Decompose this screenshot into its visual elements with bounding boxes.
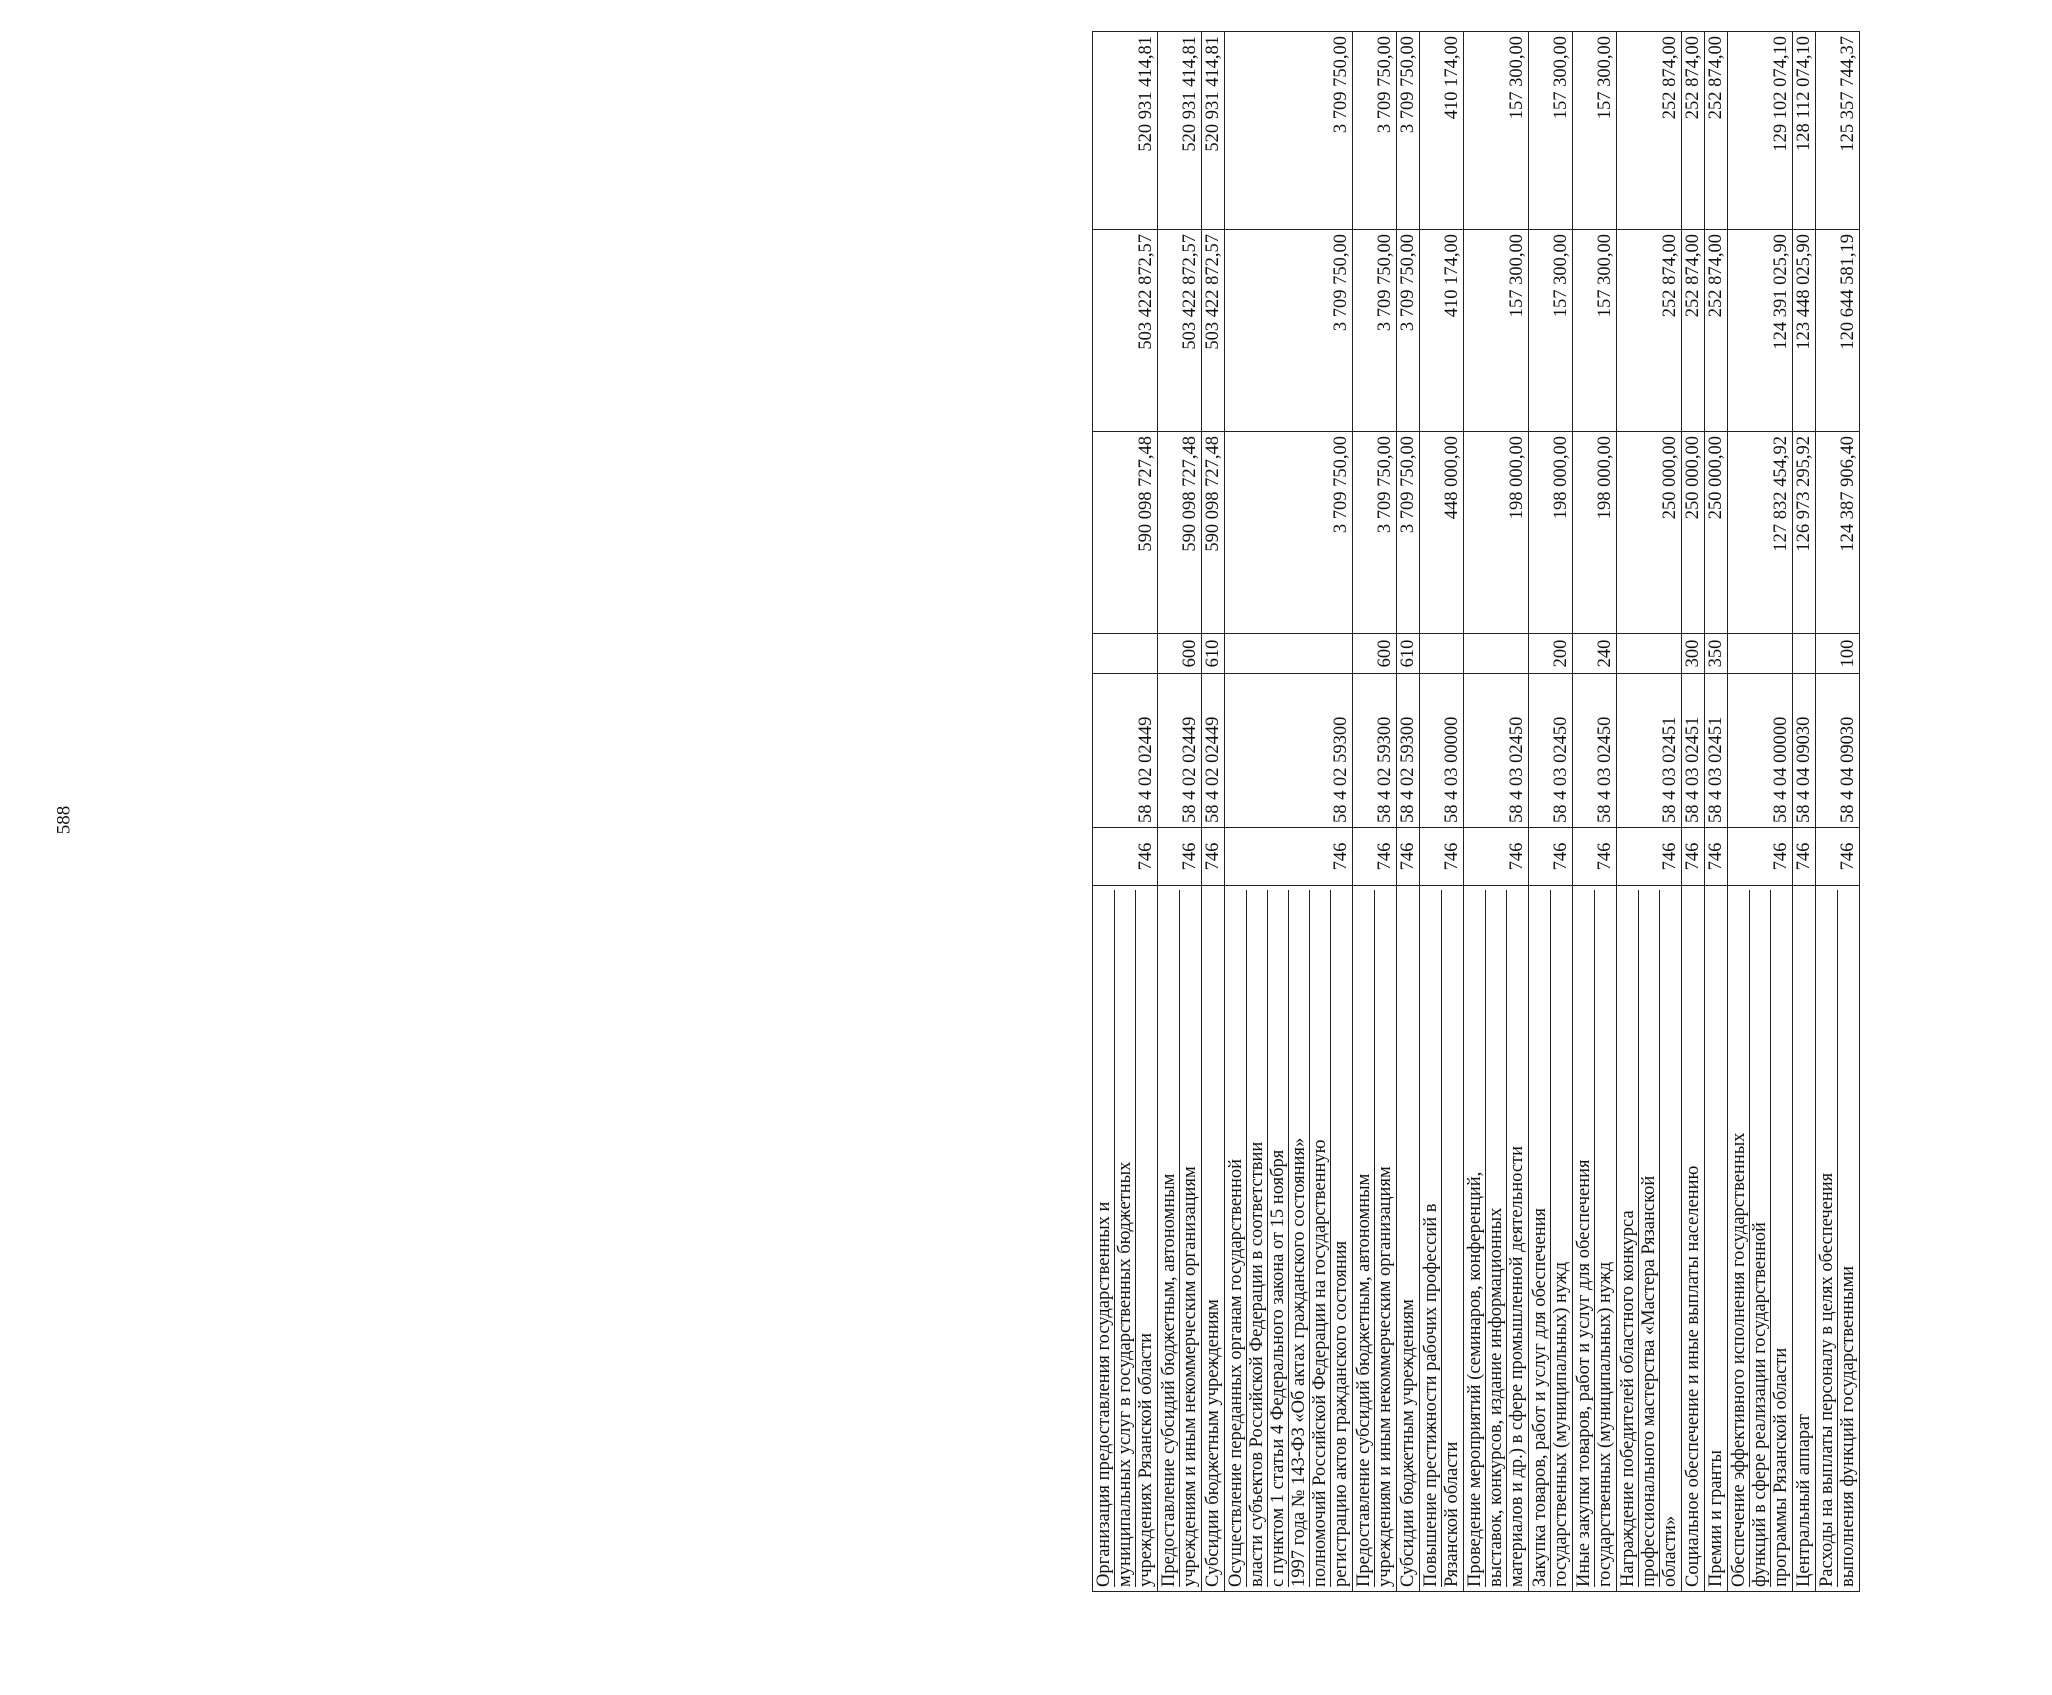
table-row — [1420, 32, 1464, 1592]
expense-type-cell: 600 — [1158, 634, 1202, 674]
table-row — [1728, 32, 1793, 1592]
amount-year-3-cell: 410 174,00 — [1420, 32, 1464, 230]
table-body — [1093, 32, 1860, 1592]
table-row — [1158, 32, 1202, 1592]
target-article-cell: 58 4 03 02451 — [1682, 674, 1705, 828]
amount-year-3-cell: 157 300,00 — [1529, 32, 1573, 230]
page-number: 588 — [53, 805, 75, 835]
row-name-cell — [1682, 886, 1705, 1592]
amount-year-2-cell: 252 874,00 — [1617, 230, 1682, 432]
grbs-code-cell: 746 — [1573, 828, 1617, 886]
rotated-table-container — [1092, 32, 2052, 1592]
target-article-cell: 58 4 02 02449 — [1158, 674, 1202, 828]
grbs-code-cell: 746 — [1093, 828, 1158, 886]
amount-year-2-cell: 3 709 750,00 — [1353, 230, 1397, 432]
target-article-cell: 58 4 03 02450 — [1573, 674, 1617, 828]
amount-year-1-cell: 3 709 750,00 — [1397, 432, 1420, 634]
row-name-line: Центральный аппарат — [1794, 1414, 1814, 1587]
expense-type-cell — [1093, 634, 1158, 674]
expense-type-cell: 200 — [1529, 634, 1573, 674]
expense-type-cell — [1464, 634, 1529, 674]
amount-year-1-cell: 250 000,00 — [1705, 432, 1728, 634]
target-article-cell: 58 4 04 09030 — [1816, 674, 1860, 828]
expense-type-cell — [1617, 634, 1682, 674]
expense-type-cell — [1225, 634, 1353, 674]
amount-year-1-cell: 126 973 295,92 — [1793, 432, 1816, 634]
amount-year-2-cell: 503 422 872,57 — [1202, 230, 1225, 432]
target-article-cell: 58 4 02 02449 — [1202, 674, 1225, 828]
target-article-cell: 58 4 02 59300 — [1397, 674, 1420, 828]
amount-year-3-cell: 252 874,00 — [1682, 32, 1705, 230]
grbs-code-cell: 746 — [1225, 828, 1353, 886]
table-row — [1202, 32, 1225, 1592]
row-name-line: государственных (муниципальных) нужд — [1595, 1261, 1615, 1587]
amount-year-3-cell: 520 931 414,81 — [1202, 32, 1225, 230]
row-name-line: Закупка товаров, работ и услуг для обеспечения — [1530, 890, 1551, 1587]
grbs-code-cell: 746 — [1728, 828, 1793, 886]
grbs-code-cell: 746 — [1705, 828, 1728, 886]
row-name-line: программы Рязанской области — [1771, 1347, 1791, 1587]
row-name-line: области» — [1660, 1515, 1680, 1587]
row-name-line: Субсидии бюджетным учреждениям — [1398, 1299, 1418, 1587]
target-article-cell: 58 4 03 02450 — [1464, 674, 1529, 828]
amount-year-1-cell: 198 000,00 — [1464, 432, 1529, 634]
amount-year-2-cell: 124 391 025,90 — [1728, 230, 1793, 432]
row-name-line: регистрацию актов гражданского состояния — [1331, 1240, 1351, 1587]
budget-table — [1092, 31, 1860, 1592]
amount-year-1-cell: 448 000,00 — [1420, 432, 1464, 634]
row-name-line: полномочий Российской Федерации на государственную — [1310, 890, 1331, 1587]
table-row — [1353, 32, 1397, 1592]
table-row — [1093, 32, 1158, 1592]
amount-year-1-cell: 590 098 727,48 — [1158, 432, 1202, 634]
expense-type-cell: 610 — [1397, 634, 1420, 674]
target-article-cell: 58 4 03 02450 — [1529, 674, 1573, 828]
target-article-cell: 58 4 03 02451 — [1705, 674, 1728, 828]
row-name-line: Иные закупки товаров, работ и услуг для обеспечения — [1574, 890, 1595, 1587]
table-row — [1682, 32, 1705, 1592]
table-row — [1816, 32, 1860, 1592]
table-row — [1397, 32, 1420, 1592]
row-name-line: 1997 года № 143-ФЗ «Об актах гражданского состояния» — [1289, 890, 1310, 1587]
amount-year-1-cell: 590 098 727,48 — [1093, 432, 1158, 634]
row-name-cell — [1397, 886, 1420, 1592]
expense-type-cell — [1420, 634, 1464, 674]
expense-type-cell: 300 — [1682, 634, 1705, 674]
row-name-line: учреждениям и иным некоммерческим организациям — [1180, 1166, 1200, 1587]
row-name-cell — [1202, 886, 1225, 1592]
row-name-line: Расходы на выплаты персоналу в целях обеспечения — [1817, 890, 1838, 1587]
grbs-code-cell: 746 — [1397, 828, 1420, 886]
row-name-line: Рязанской области — [1442, 1441, 1462, 1587]
amount-year-2-cell: 3 709 750,00 — [1397, 230, 1420, 432]
amount-year-3-cell: 520 931 414,81 — [1093, 32, 1158, 230]
expense-type-cell: 240 — [1573, 634, 1617, 674]
target-article-cell: 58 4 03 00000 — [1420, 674, 1464, 828]
amount-year-1-cell: 250 000,00 — [1617, 432, 1682, 634]
target-article-cell: 58 4 03 02451 — [1617, 674, 1682, 828]
expense-type-cell: 610 — [1202, 634, 1225, 674]
amount-year-2-cell: 503 422 872,57 — [1093, 230, 1158, 432]
grbs-code-cell: 746 — [1617, 828, 1682, 886]
row-name-cell — [1353, 886, 1397, 1592]
amount-year-2-cell: 123 448 025,90 — [1793, 230, 1816, 432]
row-name-line: выставок, конкурсов, издание информационных — [1486, 890, 1507, 1587]
row-name-cell — [1617, 886, 1682, 1592]
target-article-cell: 58 4 04 09030 — [1793, 674, 1816, 828]
table-row — [1617, 32, 1682, 1592]
amount-year-3-cell: 252 874,00 — [1617, 32, 1682, 230]
row-name-line: Повышение престижности рабочих профессий в — [1421, 890, 1442, 1587]
grbs-code-cell: 746 — [1816, 828, 1860, 886]
expense-type-cell — [1728, 634, 1793, 674]
row-name-line: функций в сфере реализации государственной — [1750, 890, 1771, 1587]
amount-year-3-cell: 3 709 750,00 — [1225, 32, 1353, 230]
expense-type-cell: 100 — [1816, 634, 1860, 674]
row-name-line: с пунктом 1 статьи 4 Федерального закона от 15 ноября — [1268, 890, 1289, 1587]
row-name-cell — [1793, 886, 1816, 1592]
expense-type-cell: 600 — [1353, 634, 1397, 674]
row-name-line: учреждениям и иным некоммерческим организациям — [1375, 1166, 1395, 1587]
row-name-line: Награждение победителей областного конкурса — [1618, 890, 1639, 1587]
amount-year-2-cell: 157 300,00 — [1464, 230, 1529, 432]
expense-type-cell — [1793, 634, 1816, 674]
row-name-line: Предоставление субсидий бюджетным, автономным — [1354, 890, 1375, 1587]
row-name-cell — [1573, 886, 1617, 1592]
grbs-code-cell: 746 — [1529, 828, 1573, 886]
grbs-code-cell: 746 — [1682, 828, 1705, 886]
row-name-line: Осуществление переданных органам государственной — [1226, 890, 1247, 1587]
row-name-line: профессионального мастерства «Мастера Рязанской — [1639, 890, 1660, 1587]
amount-year-2-cell: 120 644 581,19 — [1816, 230, 1860, 432]
row-name-line: выполнения функций государственными — [1838, 1265, 1858, 1587]
amount-year-1-cell: 590 098 727,48 — [1202, 432, 1225, 634]
table-row — [1705, 32, 1728, 1592]
amount-year-1-cell: 124 387 906,40 — [1816, 432, 1860, 634]
row-name-cell — [1728, 886, 1793, 1592]
amount-year-3-cell: 520 931 414,81 — [1158, 32, 1202, 230]
row-name-line: Обеспечение эффективного исполнения государственных — [1729, 890, 1750, 1587]
amount-year-2-cell: 410 174,00 — [1420, 230, 1464, 432]
row-name-cell — [1093, 886, 1158, 1592]
row-name-cell — [1225, 886, 1353, 1592]
target-article-cell: 58 4 02 02449 — [1093, 674, 1158, 828]
target-article-cell: 58 4 04 00000 — [1728, 674, 1793, 828]
target-article-cell: 58 4 02 59300 — [1225, 674, 1353, 828]
amount-year-2-cell: 157 300,00 — [1573, 230, 1617, 432]
grbs-code-cell: 746 — [1464, 828, 1529, 886]
row-name-cell — [1816, 886, 1860, 1592]
amount-year-1-cell: 3 709 750,00 — [1225, 432, 1353, 634]
row-name-line: материалов и др.) в сфере промышленной деятельности — [1507, 1145, 1527, 1587]
amount-year-2-cell: 503 422 872,57 — [1158, 230, 1202, 432]
amount-year-3-cell: 125 357 744,37 — [1816, 32, 1860, 230]
row-name-line: муниципальных услуг в государственных бюджетных — [1115, 890, 1136, 1587]
amount-year-3-cell: 128 112 074,10 — [1793, 32, 1816, 230]
grbs-code-cell: 746 — [1353, 828, 1397, 886]
amount-year-2-cell: 252 874,00 — [1682, 230, 1705, 432]
amount-year-1-cell: 250 000,00 — [1682, 432, 1705, 634]
row-name-cell — [1464, 886, 1529, 1592]
amount-year-1-cell: 198 000,00 — [1529, 432, 1573, 634]
row-name-cell — [1158, 886, 1202, 1592]
row-name-line: Предоставление субсидий бюджетным, автономным — [1159, 890, 1180, 1587]
table-row — [1529, 32, 1573, 1592]
amount-year-1-cell: 127 832 454,92 — [1728, 432, 1793, 634]
row-name-line: учреждениях Рязанской области — [1136, 1333, 1156, 1587]
amount-year-2-cell: 157 300,00 — [1529, 230, 1573, 432]
amount-year-2-cell: 3 709 750,00 — [1225, 230, 1353, 432]
row-name-line: Премии и гранты — [1706, 1450, 1726, 1587]
target-article-cell: 58 4 02 59300 — [1353, 674, 1397, 828]
table-row — [1793, 32, 1816, 1592]
row-name-cell — [1420, 886, 1464, 1592]
row-name-line: государственных (муниципальных) нужд — [1551, 1261, 1571, 1587]
grbs-code-cell: 746 — [1202, 828, 1225, 886]
amount-year-1-cell: 198 000,00 — [1573, 432, 1617, 634]
row-name-cell — [1705, 886, 1728, 1592]
row-name-cell — [1529, 886, 1573, 1592]
amount-year-1-cell: 3 709 750,00 — [1353, 432, 1397, 634]
row-name-line: Субсидии бюджетным учреждениям — [1203, 1299, 1223, 1587]
amount-year-3-cell: 129 102 074,10 — [1728, 32, 1793, 230]
grbs-code-cell: 746 — [1420, 828, 1464, 886]
row-name-line: власти субъектов Российской Федерации в соответствии — [1247, 890, 1268, 1587]
table-row — [1225, 32, 1353, 1592]
row-name-line: Социальное обеспечение и иные выплаты населению — [1683, 1165, 1703, 1587]
grbs-code-cell: 746 — [1158, 828, 1202, 886]
amount-year-3-cell: 3 709 750,00 — [1397, 32, 1420, 230]
amount-year-3-cell: 157 300,00 — [1464, 32, 1529, 230]
row-name-line: Проведение мероприятий (семинаров, конференций, — [1465, 890, 1486, 1587]
row-name-line: Организация предоставления государственных и — [1094, 890, 1115, 1587]
grbs-code-cell: 746 — [1793, 828, 1816, 886]
expense-type-cell: 350 — [1705, 634, 1728, 674]
table-row — [1464, 32, 1529, 1592]
amount-year-3-cell: 3 709 750,00 — [1353, 32, 1397, 230]
amount-year-2-cell: 252 874,00 — [1705, 230, 1728, 432]
amount-year-3-cell: 252 874,00 — [1705, 32, 1728, 230]
table-row — [1573, 32, 1617, 1592]
amount-year-3-cell: 157 300,00 — [1573, 32, 1617, 230]
